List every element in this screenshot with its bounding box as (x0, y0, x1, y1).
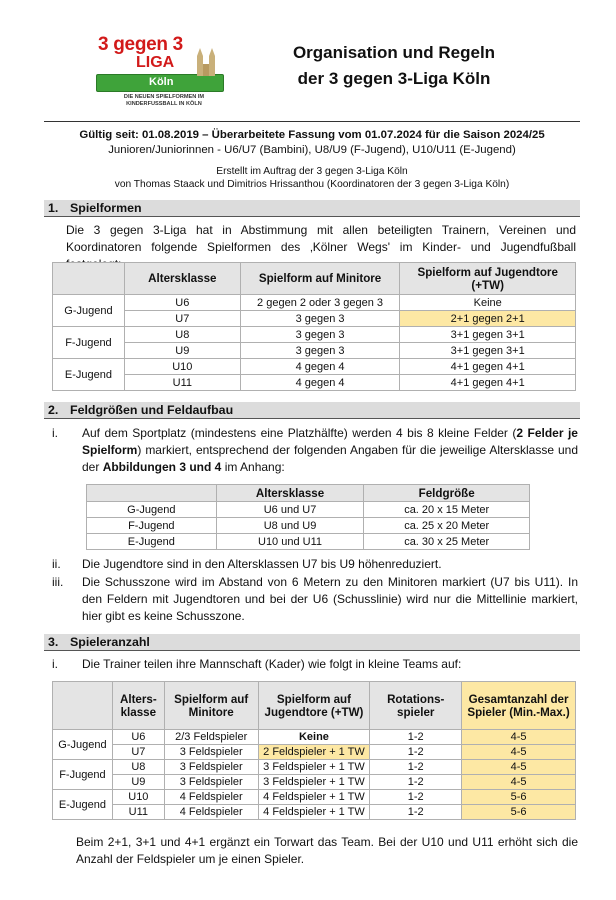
cell: 4+1 gegen 4+1 (400, 375, 576, 391)
header-divider (44, 121, 580, 122)
cell-highlighted: 4-5 (462, 730, 576, 745)
cell: 1-2 (370, 790, 462, 805)
cell: 4 Feldspieler (164, 805, 258, 820)
table-row (53, 790, 576, 805)
cell: ca. 20 x 15 Meter (364, 502, 530, 518)
list-item (52, 574, 578, 628)
table-row (87, 518, 530, 534)
list-text (82, 425, 578, 476)
table-row (53, 775, 576, 790)
cathedral-icon (194, 46, 218, 76)
cell: U10 (112, 790, 164, 805)
cell: 1-2 (370, 760, 462, 775)
cell: 3 gegen 3 (240, 327, 400, 343)
text-run-bold: Abbildungen 3 und 4 (102, 460, 222, 474)
cell: 4+1 gegen 4+1 (400, 359, 576, 375)
section-number: 3. (48, 635, 59, 649)
cell: U9 (112, 775, 164, 790)
logo-subtitle: DIE NEUEN SPIELFORMEN IM KINDERFUSSBALL IN KÖLN (123, 94, 205, 107)
section-heading-spieleranzahl (44, 634, 580, 651)
cell: Keine (400, 295, 576, 311)
cell: 3+1 gegen 3+1 (400, 343, 576, 359)
title-line-2: der 3 gegen 3-Liga Köln (297, 69, 491, 88)
group-label: G-Jugend (53, 295, 125, 327)
cell: ca. 25 x 20 Meter (364, 518, 530, 534)
cell: 4 Feldspieler + 1 TW (258, 790, 370, 805)
cell: U8 (124, 327, 240, 343)
table-row (53, 343, 576, 359)
liga-logo (92, 34, 242, 116)
col-header: Spielform auf Jugendtore (+TW) (400, 263, 576, 295)
text-run-bold: 2 Felder je Spielform (82, 426, 578, 457)
cell: U7 (112, 745, 164, 760)
table-row (87, 534, 530, 550)
col-header: Altersklasse (124, 263, 240, 295)
list-text: Die Jugendtore sind in den Altersklassen U7 bis U9 höhenreduziert. (82, 557, 442, 571)
cell-highlighted: 4-5 (462, 775, 576, 790)
section1-intro: Die 3 gegen 3-Liga hat in Abstimmung mit allen beteiligten Trainern, Vereinen und Koordinatoren folgende Spielformen des ‚Kölner Wegs' im Kinder- und Jugendfußball (66, 223, 576, 254)
table-row (53, 760, 576, 775)
list-text: Die Schusszone wird im Abstand von 6 Metern zu den Minitoren markiert (U7 bis U11). In den Feldern mit Jugendtoren und bei der U6 (Schusslinie) wird nur die Mittellinie markiert, hier gibt es keine Schusszone. (82, 575, 578, 623)
section-heading-spielformen (44, 200, 580, 217)
cell-highlighted: 5-6 (462, 805, 576, 820)
validity-line: Gültig seit: 01.08.2019 – Überarbeitete Fassung vom 01.07.2024 für die Saison 2024/25 (79, 129, 545, 141)
logo-text-liga: LIGA (136, 54, 175, 71)
col-header: Rotations-spieler (370, 682, 462, 730)
title-line-1: Organisation und Regeln (292, 43, 496, 62)
logo-text-top: 3 gegen 3 (98, 34, 183, 55)
cell: 2 gegen 2 oder 3 gegen 3 (240, 295, 400, 311)
cell: U10 und U11 (216, 534, 364, 550)
cell: 3 gegen 3 (240, 311, 400, 327)
cell: U7 (124, 311, 240, 327)
cell: U6 und U7 (216, 502, 364, 518)
table-row (53, 311, 576, 327)
cell: 4 gegen 4 (240, 375, 400, 391)
group-label: F-Jugend (87, 518, 217, 534)
table-corner (53, 682, 113, 730)
cell: 3 Feldspieler + 1 TW (258, 760, 370, 775)
table-corner (87, 485, 217, 502)
group-label: F-Jugend (53, 327, 125, 359)
col-header-highlighted: Gesamtanzahl der Spieler (Min.-Max.) (462, 682, 576, 730)
cell: 4 Feldspieler + 1 TW (258, 805, 370, 820)
col-header: Feldgröße (364, 485, 530, 502)
logo-pitch (96, 74, 224, 92)
group-label: F-Jugend (53, 760, 113, 790)
cell: U6 (112, 730, 164, 745)
spieleranzahl-table (52, 681, 576, 820)
list-item (52, 656, 578, 674)
group-label: E-Jugend (87, 534, 217, 550)
cell: U9 (124, 343, 240, 359)
table-row (53, 730, 576, 745)
age-groups-line: Junioren/Juniorinnen - U6/U7 (Bambini), U8/U9 (F-Jugend), U10/U11 (E-Jugend) (108, 143, 516, 156)
cell: 1-2 (370, 775, 462, 790)
col-header: Spielform auf Jugendtore (+TW) (258, 682, 370, 730)
section-heading-feldgroessen (44, 402, 580, 419)
cell: U11 (124, 375, 240, 391)
cell: 4 Feldspieler (164, 790, 258, 805)
table-row (87, 502, 530, 518)
cell-highlighted: 4-5 (462, 745, 576, 760)
group-label: G-Jugend (87, 502, 217, 518)
cell-highlighted: 4-5 (462, 760, 576, 775)
list-item (52, 425, 578, 479)
section3-outro: Beim 2+1, 3+1 und 4+1 ergänzt ein Torwart das Team. Bei der U10 und U11 erhöht sich die Anzahl der Feldspieler um je einen Spieler. (76, 835, 578, 866)
page-title (244, 40, 544, 92)
col-header: Spielform auf Minitore (240, 263, 400, 295)
cell-highlighted: 5-6 (462, 790, 576, 805)
list-marker: ii. (52, 557, 61, 571)
table-row (53, 375, 576, 391)
cell: 3 Feldspieler (164, 745, 258, 760)
cell: ca. 30 x 25 Meter (364, 534, 530, 550)
cell: U10 (124, 359, 240, 375)
group-label: E-Jugend (53, 359, 125, 391)
cell: 2/3 Feldspieler (164, 730, 258, 745)
list-marker: i. (52, 426, 58, 440)
cell: 3 Feldspieler (164, 775, 258, 790)
section-title: Feldgrößen und Feldaufbau (70, 403, 234, 417)
cell: 1-2 (370, 805, 462, 820)
cell: 4 gegen 4 (240, 359, 400, 375)
table-row (53, 295, 576, 311)
cell: U8 und U9 (216, 518, 364, 534)
cell: 3 gegen 3 (240, 343, 400, 359)
author-line-2: von Thomas Staack und Dimitrios Hrissanthou (Koordinatoren der 3 gegen 3-Liga Köln) (114, 179, 510, 190)
col-header: Spielform auf Minitore (164, 682, 258, 730)
cell-highlighted: 2 Feldspieler + 1 TW (258, 745, 370, 760)
document-header (44, 26, 580, 120)
table-row (53, 805, 576, 820)
logo-city: Köln (149, 76, 174, 88)
text-run: Auf dem Sportplatz (mindestens eine Platzhälfte) werden 4 bis 8 kleine Felder ( (82, 426, 517, 440)
cell-highlighted: 2+1 gegen 2+1 (400, 311, 576, 327)
table-corner (53, 263, 125, 295)
text-run: ) markiert, entsprechend der folgenden Angaben für die jeweilige Altersklasse und der (82, 443, 578, 474)
section-number: 1. (48, 201, 59, 215)
cell: 1-2 (370, 730, 462, 745)
text-run: im Anhang: (221, 460, 285, 474)
section-title: Spieleranzahl (70, 635, 150, 649)
col-header: Altersklasse (216, 485, 364, 502)
spielformen-table (52, 262, 576, 391)
section-number: 2. (48, 403, 59, 417)
table-row (53, 327, 576, 343)
cell: 3 Feldspieler (164, 760, 258, 775)
author-line-1: Erstellt im Auftrag der 3 gegen 3-Liga Köln (216, 166, 408, 177)
group-label: E-Jugend (53, 790, 113, 820)
cell: U8 (112, 760, 164, 775)
document-meta (44, 128, 580, 191)
cell: 1-2 (370, 745, 462, 760)
cell: U6 (124, 295, 240, 311)
cell: Keine (258, 730, 370, 745)
table-row (53, 745, 576, 760)
col-header: Alters-klasse (112, 682, 164, 730)
section-title: Spielformen (70, 201, 142, 215)
table-row (53, 359, 576, 375)
cell: 3+1 gegen 3+1 (400, 327, 576, 343)
list-marker: iii. (52, 575, 64, 589)
list-item (52, 556, 578, 574)
cell: U11 (112, 805, 164, 820)
list-marker: i. (52, 657, 58, 671)
list-text: Die Trainer teilen ihre Mannschaft (Kader) wie folgt in kleine Teams auf: (82, 657, 462, 671)
feldgroessen-table (86, 484, 530, 550)
group-label: G-Jugend (53, 730, 113, 760)
cell: 3 Feldspieler + 1 TW (258, 775, 370, 790)
